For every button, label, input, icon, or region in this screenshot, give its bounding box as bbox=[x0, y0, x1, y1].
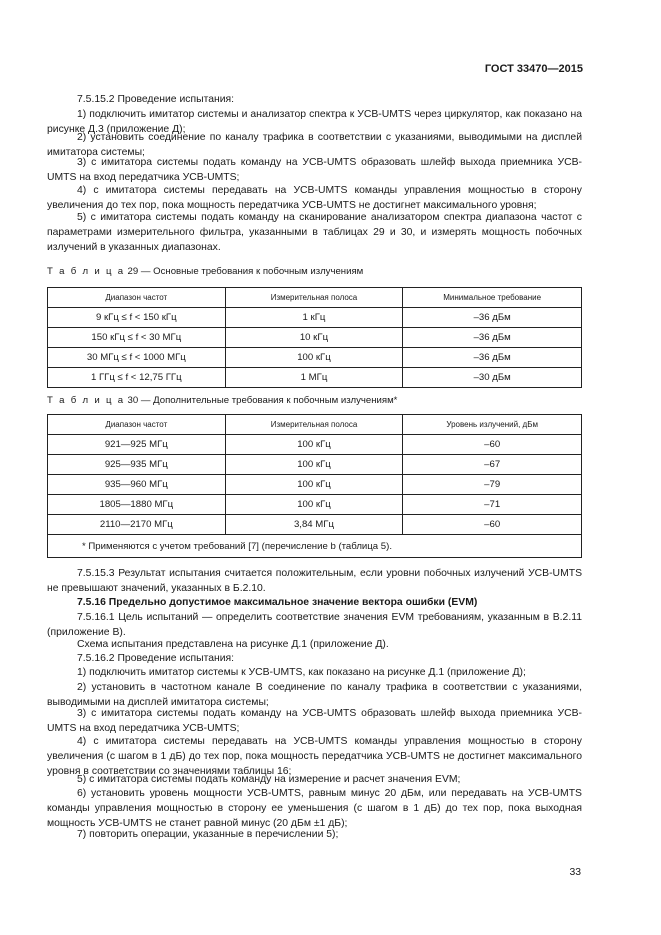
section-7-5-15-2-title: 7.5.15.2 Проведение испытания: bbox=[77, 94, 235, 105]
table-cell: –36 дБм bbox=[403, 348, 582, 368]
table-row bbox=[48, 475, 582, 495]
list-item: 3) с имитатора системы подать команду на УСВ-UMTS образовать шлейф выхода приемника УСВ-UMTS на вход передатчика УСВ-UMTS; bbox=[47, 157, 582, 184]
column-header: Диапазон частот bbox=[48, 415, 226, 435]
list-item: 4) с имитатора системы передавать на УСВ-UMTS команды управления мощностью в сторону увеличения до тех пор, пока мощность передатчика УСВ-UMTS не достигнет максимального уровня; bbox=[47, 185, 582, 212]
table-note: * Применяются с учетом требований [7] (перечисление b (таблица 5). bbox=[48, 535, 582, 558]
table-cell: –60 bbox=[403, 435, 582, 455]
table-cell: 10 кГц bbox=[225, 328, 403, 348]
table-row bbox=[48, 328, 582, 348]
table-cell: 100 кГц bbox=[225, 495, 403, 515]
table-cell: 1 кГц bbox=[225, 308, 403, 328]
column-header: Измерительная полоса bbox=[225, 415, 403, 435]
table-30-caption bbox=[47, 395, 397, 406]
table-30 bbox=[47, 414, 582, 558]
list-item: 3) с имитатора системы подать команду на УСВ-UMTS образовать шлейф выхода приемника УСВ-UMTS на вход передатчика УСВ-UMTS; bbox=[47, 708, 582, 735]
section-7-5-16-heading: 7.5.16 Предельно допустимое максимальное значение вектора ошибки (EVM) bbox=[77, 597, 478, 608]
table-cell: 3,84 МГц bbox=[225, 515, 403, 535]
table-cell: –67 bbox=[403, 455, 582, 475]
list-item: 4) с имитатора системы передавать на УСВ-UMTS команды управления мощностью в сторону увеличения (с шагом в 1 дБ) до тех пор, пока мощность передатчика УСВ-UMTS не достигнет максимального уровня в соответствии со значениями таблицы 16; bbox=[47, 736, 582, 778]
column-header: Уровень излучений, дБм bbox=[403, 415, 582, 435]
table-caption-prefix: Т а б л и ц а bbox=[47, 266, 125, 277]
table-cell: 150 кГц ≤ f < 30 МГц bbox=[48, 328, 226, 348]
table-cell: 100 кГц bbox=[225, 348, 403, 368]
section-7-5-16-1: 7.5.16.1 Цель испытаний — определить соответствие значения EVM требованиям, указанным в В.2.11 (приложение В). bbox=[47, 612, 582, 639]
table-cell: 100 кГц bbox=[225, 435, 403, 455]
scheme-paragraph: Схема испытания представлена на рисунке Д.1 (приложение Д). bbox=[77, 639, 389, 650]
table-row bbox=[48, 455, 582, 475]
table-caption-prefix: Т а б л и ц а bbox=[47, 395, 125, 406]
table-cell: 921—925 МГц bbox=[48, 435, 226, 455]
table-header-row bbox=[48, 415, 582, 435]
table-cell: 9 кГц ≤ f < 150 кГц bbox=[48, 308, 226, 328]
table-cell: 30 МГц ≤ f < 1000 МГц bbox=[48, 348, 226, 368]
table-cell: 100 кГц bbox=[225, 455, 403, 475]
table-29-caption bbox=[47, 266, 363, 277]
table-cell: 1 ГГц ≤ f < 12,75 ГГц bbox=[48, 368, 226, 388]
list-item: 5) с имитатора системы подать команду на сканирование анализатором спектра диапазона частот с параметрами измерительного фильтра, указанными в таблицах 29 и 30, и измерять мощность побочных излучений в указанных диапазонах. bbox=[47, 212, 582, 254]
table-cell: 925—935 МГц bbox=[48, 455, 226, 475]
table-header-row bbox=[48, 288, 582, 308]
table-cell: 1 МГц bbox=[225, 368, 403, 388]
list-item: 5) с имитатора системы подать команду на измерение и расчет значения EVM; bbox=[77, 774, 461, 785]
table-29 bbox=[47, 287, 582, 388]
table-row bbox=[48, 308, 582, 328]
list-item: 6) установить уровень мощности УСВ-UMTS, равным минус 20 дБм, или передавать на УСВ-UMTS команды управления мощностью в сторону ее уменьшения (с шагом в 1 дБ) до тех пор, пока выходная мощность УСВ-UMTS не станет равной минус (20 дБм ±1 дБ); bbox=[47, 788, 582, 830]
table-row bbox=[48, 348, 582, 368]
table-cell: 1805—1880 МГц bbox=[48, 495, 226, 515]
list-item: 1) подключить имитатор системы и анализатор спектра к УСВ-UMTS через циркулятор, как показано на рисунке Д.3 (приложение Д); bbox=[47, 109, 582, 136]
list-item: 2) установить соединение по каналу трафика в соответствии с указаниями, выводимыми на дисплей имитатора системы; bbox=[47, 132, 582, 159]
list-item: 2) установить в частотном канале В соединение по каналу трафика в соответствии с указаниями, выводимыми на дисплей имитатора системы; bbox=[47, 682, 582, 709]
table-note-row bbox=[48, 535, 582, 558]
column-header: Минимальное требование bbox=[403, 288, 582, 308]
table-cell: –79 bbox=[403, 475, 582, 495]
table-row bbox=[48, 495, 582, 515]
table-row bbox=[48, 368, 582, 388]
column-header: Диапазон частот bbox=[48, 288, 226, 308]
table-cell: 2110—2170 МГц bbox=[48, 515, 226, 535]
table-cell: 935—960 МГц bbox=[48, 475, 226, 495]
table-cell: 100 кГц bbox=[225, 475, 403, 495]
list-item: 7) повторить операции, указанные в перечислении 5); bbox=[77, 829, 339, 840]
table-row bbox=[48, 515, 582, 535]
section-7-5-15-3: 7.5.15.3 Результат испытания считается положительным, если уровни побочных излучений УСВ-UMTS не превышают значений, указанных в Б.2.10. bbox=[47, 568, 582, 595]
column-header: Измерительная полоса bbox=[225, 288, 403, 308]
table-cell: –36 дБм bbox=[403, 328, 582, 348]
table-caption-text: 30 — Дополнительные требования к побочным излучениям* bbox=[127, 395, 398, 406]
page-number: 33 bbox=[569, 867, 581, 878]
table-caption-text: 29 — Основные требования к побочным излучениям bbox=[127, 266, 364, 277]
section-7-5-16-2-title: 7.5.16.2 Проведение испытания: bbox=[77, 653, 235, 664]
document-id: ГОСТ 33470—2015 bbox=[484, 63, 583, 75]
table-row bbox=[48, 435, 582, 455]
table-cell: –36 дБм bbox=[403, 308, 582, 328]
table-cell: –71 bbox=[403, 495, 582, 515]
table-cell: –60 bbox=[403, 515, 582, 535]
list-item: 1) подключить имитатор системы к УСВ-UMTS, как показано на рисунке Д.1 (приложение Д); bbox=[77, 667, 526, 678]
table-cell: –30 дБм bbox=[403, 368, 582, 388]
